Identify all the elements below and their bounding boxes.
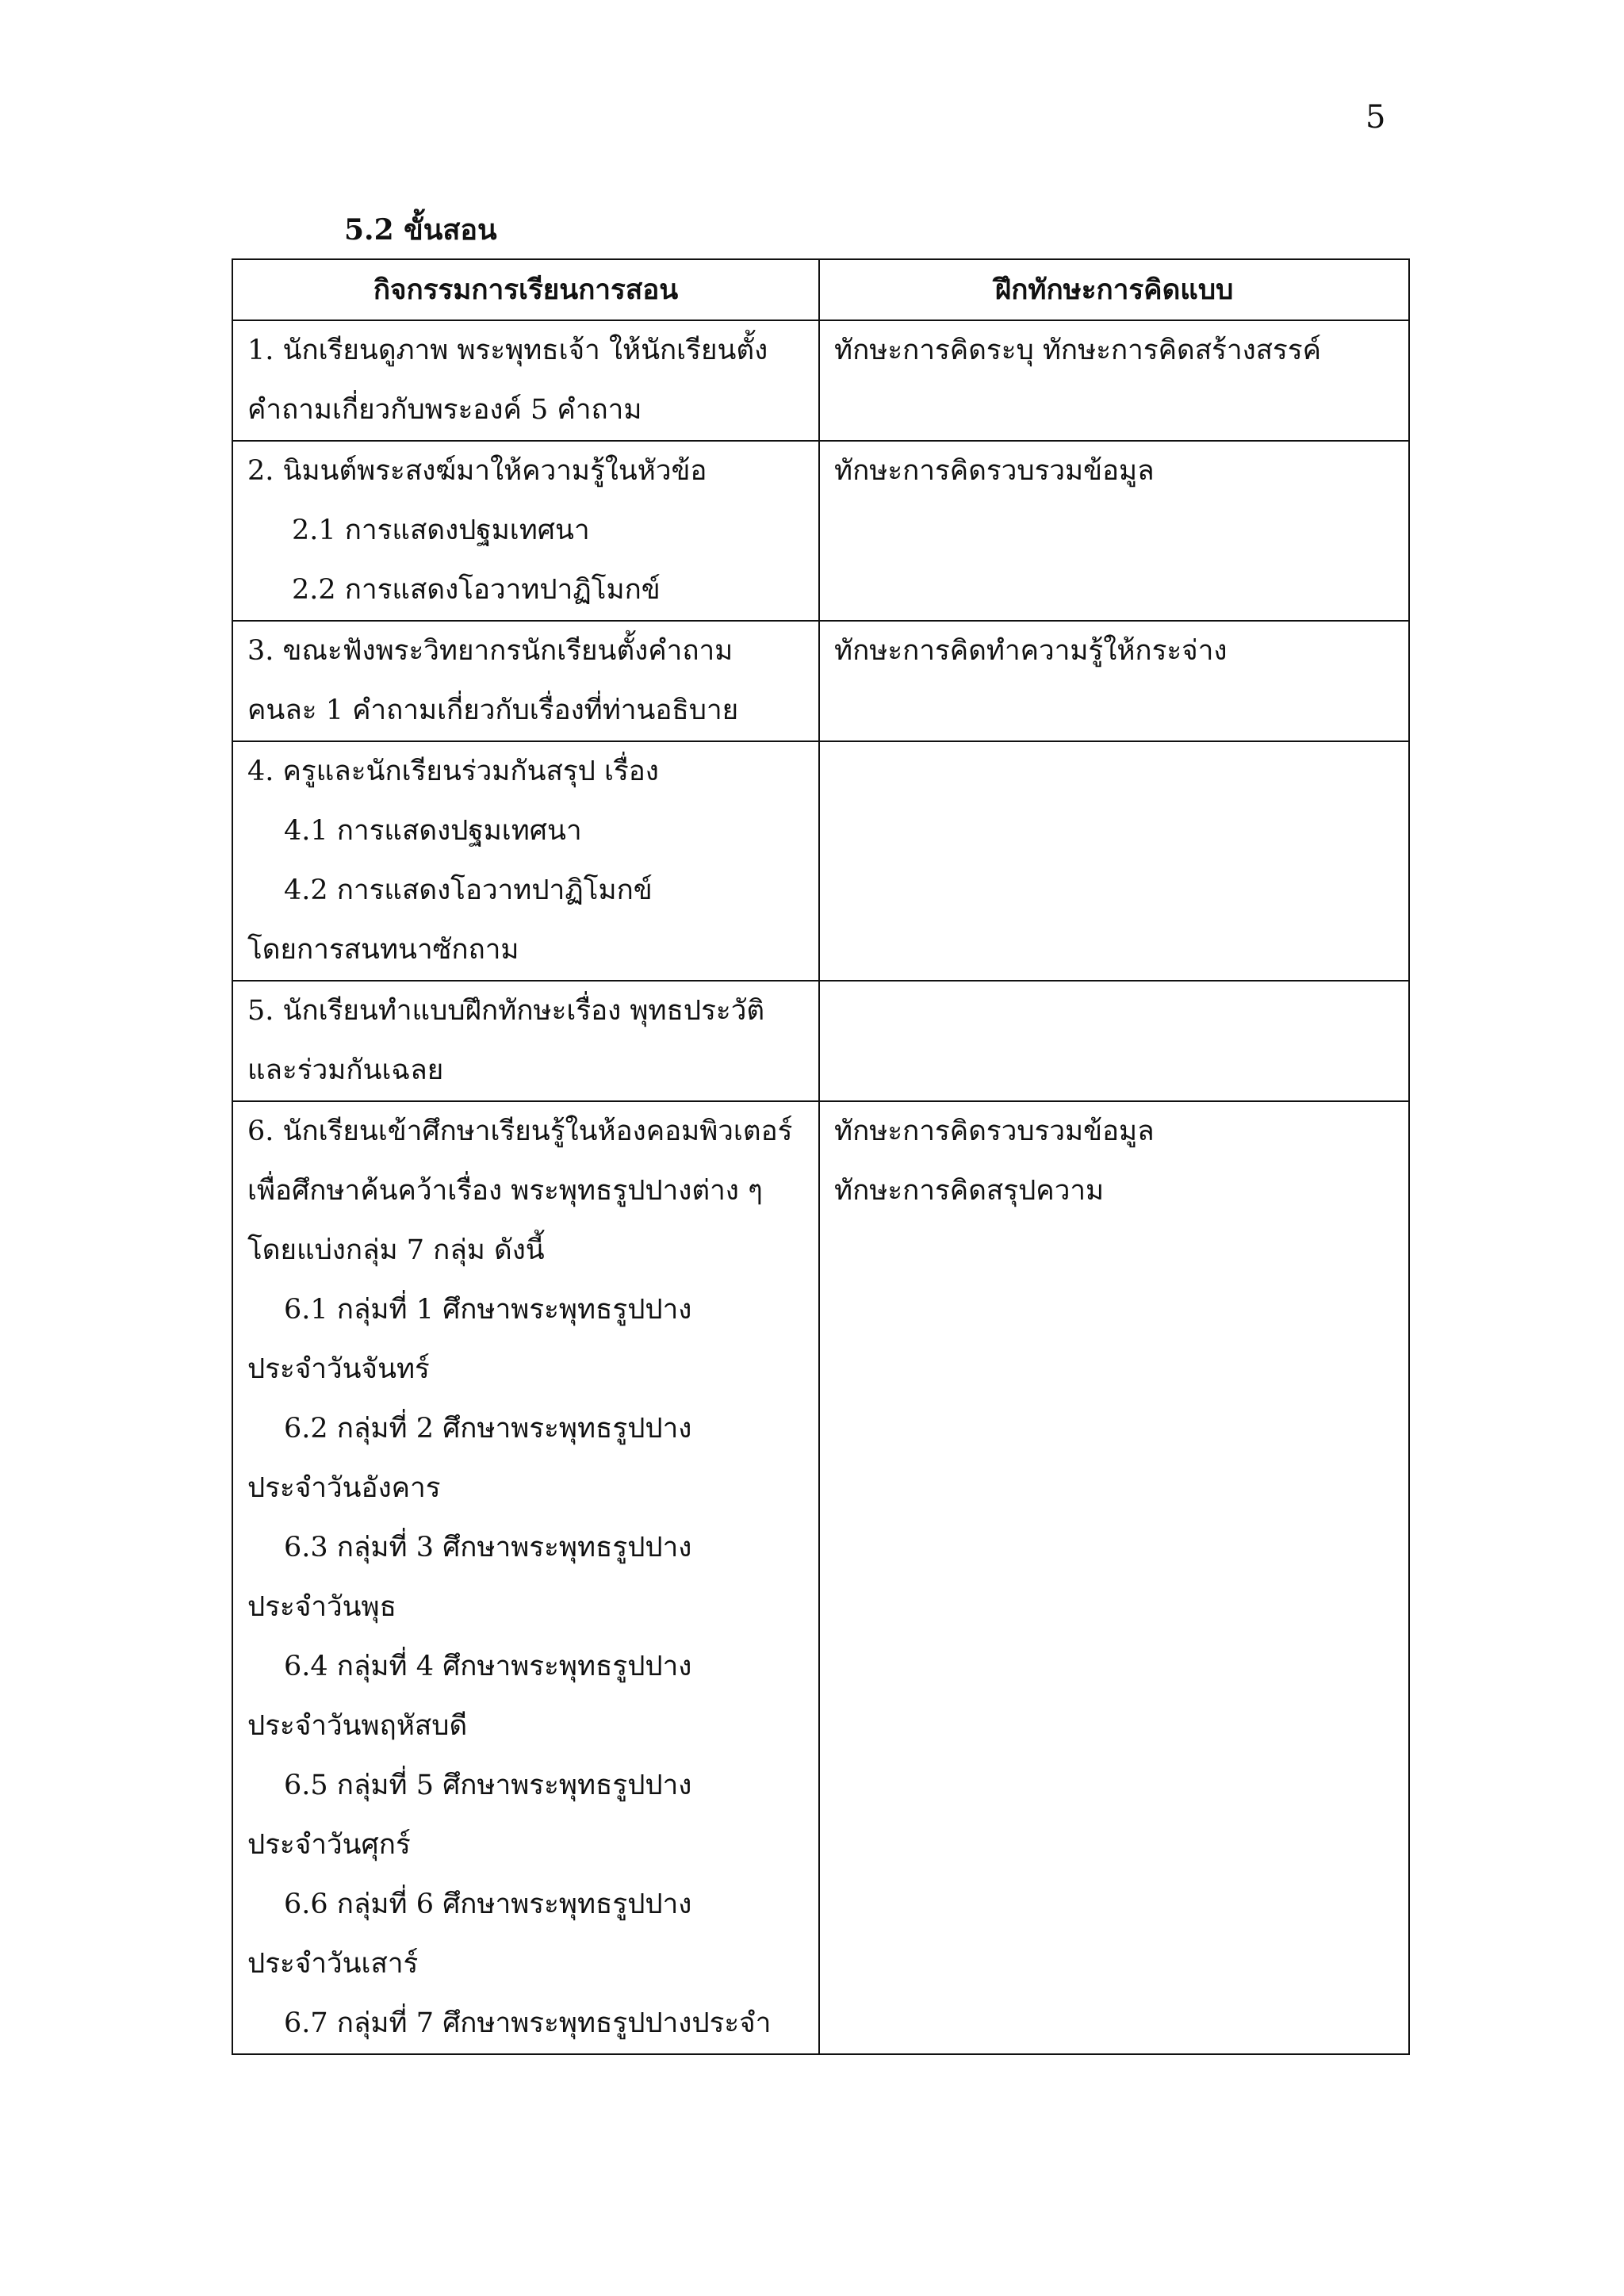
table-row (232, 981, 1409, 1101)
activity-cell (232, 320, 819, 441)
activity-cell (232, 1101, 819, 2054)
table-row (232, 741, 1409, 981)
activity-subitem: 4.2 การแสดงโอวาทปาฏิโมกข์ (284, 874, 653, 906)
activity-line: คำถามเกี่ยวกับพระองค์ 5 คำถาม (247, 394, 642, 426)
activity-subitem: 6.7 กลุ่มที่ 7 ศึกษาพระพุทธรูปปางประจำ (284, 2007, 772, 2039)
section-heading: 5.2 ขั้นสอน (344, 213, 497, 247)
activity-subitem: 6.5 กลุ่มที่ 5 ศึกษาพระพุทธรูปปาง (284, 1770, 692, 1801)
activity-subitem: 4.1 การแสดงปฐมเทศนา (284, 815, 582, 847)
activity-line: โดยการสนทนาซักถาม (247, 934, 519, 966)
activity-line: 4. ครูและนักเรียนร่วมกันสรุป เรื่อง (247, 756, 659, 787)
table-header-row (232, 259, 1409, 320)
table-row (232, 621, 1409, 741)
page-number: 5 (1365, 99, 1386, 136)
activity-subitem: 6.4 กลุ่มที่ 4 ศึกษาพระพุทธรูปปาง (284, 1651, 692, 1682)
header-thinking-skills: ฝึกทักษะการคิดแบบ (819, 259, 1409, 320)
table-row (232, 1101, 1409, 2054)
activity-cell (232, 441, 819, 621)
skills-cell (819, 1101, 1409, 2054)
activity-subitem: 2.2 การแสดงโอวาทปาฏิโมกข์ (292, 574, 661, 606)
activity-cell (232, 981, 819, 1101)
activity-line: ประจำวันจันทร์ (247, 1353, 430, 1385)
skills-cell (819, 441, 1409, 621)
activity-line: เพื่อศึกษาค้นคว้าเรื่อง พระพุทธรูปปางต่าง ๆ (247, 1175, 763, 1207)
skills-cell (819, 621, 1409, 741)
activity-line: 1. นักเรียนดูภาพ พระพุทธเจ้า ให้นักเรียนตั้ง (247, 335, 768, 366)
activity-line: 5. นักเรียนทำแบบฝึกทักษะเรื่อง พุทธประวัติ (247, 995, 765, 1027)
table-row (232, 441, 1409, 621)
activity-line: คนละ 1 คำถามเกี่ยวกับเรื่องที่ท่านอธิบาย (247, 695, 739, 726)
skill-line: ทักษะการคิดระบุ ทักษะการคิดสร้างสรรค์ (834, 335, 1322, 366)
skills-cell (819, 741, 1409, 981)
skill-line: ทักษะการคิดรวบรวมข้อมูล (834, 455, 1155, 487)
skill-line: ทักษะการคิดทำความรู้ให้กระจ่าง (834, 635, 1228, 667)
activity-line: ประจำวันพุธ (247, 1591, 396, 1623)
activity-line: 2. นิมนต์พระสงฆ์มาให้ความรู้ในหัวข้อ (247, 455, 707, 487)
activity-subitem: 6.1 กลุ่มที่ 1 ศึกษาพระพุทธรูปปาง (284, 1294, 692, 1326)
activity-line: 6. นักเรียนเข้าศึกษาเรียนรู้ในห้องคอมพิวเตอร์ (247, 1115, 793, 1147)
header-activity: กิจกรรมการเรียนการสอน (232, 259, 819, 320)
activity-line: ประจำวันศุกร์ (247, 1829, 411, 1861)
activity-line: ประจำวันเสาร์ (247, 1948, 419, 1980)
activity-line: 3. ขณะฟังพระวิทยากรนักเรียนตั้งคำถาม (247, 635, 733, 667)
activity-line: ประจำวันพฤหัสบดี (247, 1710, 468, 1742)
activity-cell (232, 741, 819, 981)
activity-line: ประจำวันอังคาร (247, 1472, 441, 1504)
activity-subitem: 6.2 กลุ่มที่ 2 ศึกษาพระพุทธรูปปาง (284, 1413, 692, 1445)
lesson-steps-table (232, 258, 1410, 2055)
activity-subitem: 6.6 กลุ่มที่ 6 ศึกษาพระพุทธรูปปาง (284, 1888, 692, 1920)
skills-cell (819, 981, 1409, 1101)
activity-subitem: 2.1 การแสดงปฐมเทศนา (292, 515, 590, 546)
activity-cell (232, 621, 819, 741)
activity-subitem: 6.3 กลุ่มที่ 3 ศึกษาพระพุทธรูปปาง (284, 1532, 692, 1563)
table-row (232, 320, 1409, 441)
skill-line: ทักษะการคิดรวบรวมข้อมูล (834, 1115, 1155, 1147)
skill-line: ทักษะการคิดสรุปความ (834, 1175, 1105, 1207)
activity-line: และร่วมกันเฉลย (247, 1054, 444, 1086)
skills-cell (819, 320, 1409, 441)
activity-line: โดยแบ่งกลุ่ม 7 กลุ่ม ดังนี้ (247, 1234, 545, 1266)
